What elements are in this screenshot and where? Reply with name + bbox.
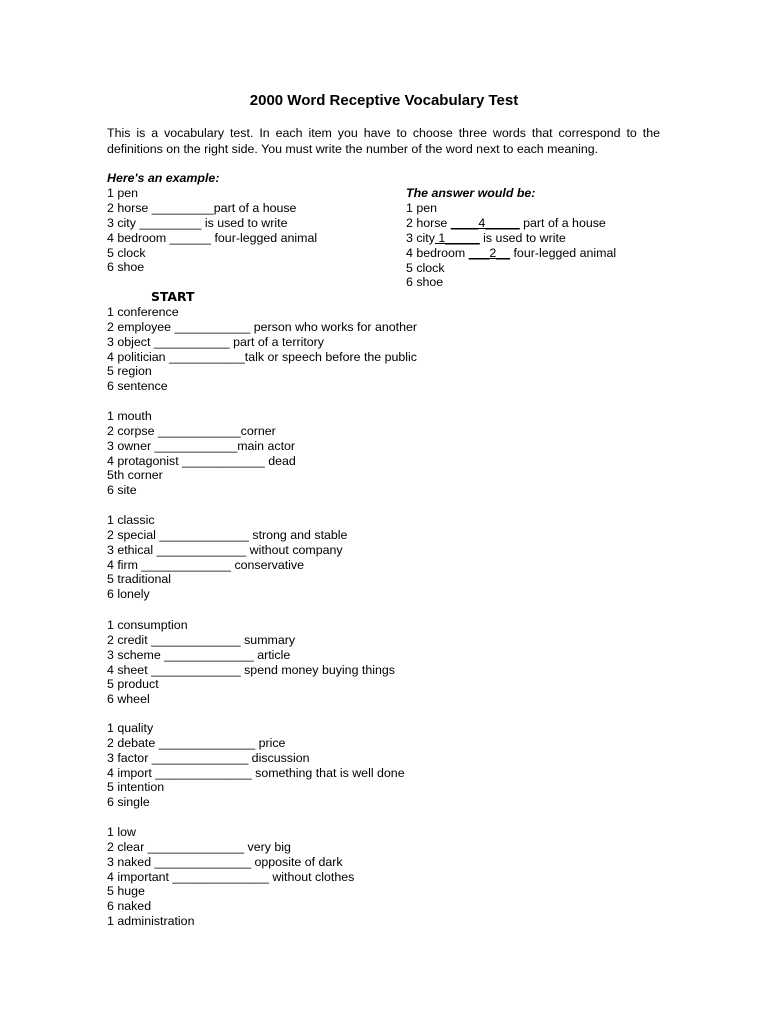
page-title: 2000 Word Receptive Vocabulary Test (249, 92, 519, 109)
question-block (107, 825, 354, 929)
question-line: 5 product (107, 677, 159, 692)
answer-text: 2 horse (406, 215, 451, 230)
question-line: 4 firm _____________ conservative (107, 557, 305, 572)
question-line: 3 scheme _____________ article (107, 647, 291, 662)
answer-blank: ____4_____ (450, 215, 520, 230)
question-line: 5 huge (107, 884, 145, 899)
intro-paragraph: This is a vocabulary test. In each item you have to choose three words that correspond to the definitions on the right side. You must write the number of the word next to each meaning. (107, 126, 660, 156)
question-line: 2 debate ______________ price (107, 735, 286, 750)
question-line: 2 employee ___________ person who works for another (107, 319, 417, 334)
answer-text: 3 city (406, 230, 435, 245)
example-section (107, 171, 317, 275)
answer-line (406, 231, 616, 246)
answer-line: 6 shoe (406, 275, 444, 290)
question-line: 3 ethical _____________ without company (107, 542, 343, 557)
answer-line: 1 pen (406, 200, 438, 215)
answer-text: is used to write (479, 230, 566, 245)
question-block (107, 618, 395, 707)
example-heading: Here's an example: (107, 171, 220, 185)
question-line: 6 lonely (107, 587, 150, 602)
example-line: 1 pen (107, 185, 139, 200)
answer-text: four-legged animal (510, 245, 617, 260)
question-line: 3 naked ______________ opposite of dark (107, 854, 343, 869)
question-line: 1 mouth (107, 409, 152, 423)
question-line: 1 quality (107, 721, 154, 735)
question-line: 5 intention (107, 780, 165, 795)
question-line: 3 factor ______________ discussion (107, 750, 310, 765)
question-block (107, 513, 347, 602)
question-line: 4 import ______________ something that is well done (107, 765, 405, 780)
answer-line (406, 216, 616, 231)
example-line: 2 horse _________part of a house (107, 200, 297, 215)
question-line: 5th corner (107, 468, 163, 483)
answer-text: part of a house (519, 215, 606, 230)
question-line: 2 corpse ____________corner (107, 423, 276, 438)
question-line: 2 clear ______________ very big (107, 839, 291, 854)
question-block (107, 721, 405, 810)
answer-text: 4 bedroom (406, 245, 469, 260)
question-line: 5 traditional (107, 572, 172, 587)
question-line: 6 site (107, 483, 137, 498)
question-line: 6 sentence (107, 379, 168, 394)
answer-blank: 1_____ (434, 230, 480, 245)
question-line: 1 low (107, 825, 136, 839)
question-line: 6 single (107, 795, 150, 810)
question-line: 2 credit _____________ summary (107, 632, 296, 647)
question-line: 1 consumption (107, 618, 188, 632)
answer-heading: The answer would be: (406, 186, 536, 200)
example-line: 3 city _________ is used to write (107, 215, 288, 230)
question-block (107, 305, 417, 394)
question-block (107, 409, 296, 498)
question-line: 5 region (107, 364, 152, 379)
question-line: 1 classic (107, 513, 155, 527)
question-line: 4 protagonist ____________ dead (107, 453, 296, 468)
start-label: START (151, 289, 195, 304)
question-line: 1 administration (107, 914, 195, 929)
question-line: 6 wheel (107, 692, 150, 707)
answer-line: 5 clock (406, 260, 445, 275)
question-line: 4 politician ___________talk or speech before the public (107, 349, 417, 364)
question-line: 6 naked (107, 899, 152, 914)
question-line: 1 conference (107, 305, 179, 319)
question-line: 4 sheet _____________ spend money buying things (107, 662, 395, 677)
question-line: 2 special _____________ strong and stable (107, 527, 348, 542)
example-line: 6 shoe (107, 260, 145, 275)
example-line: 4 bedroom ______ four-legged animal (107, 230, 318, 245)
example-line: 5 clock (107, 245, 146, 260)
question-line: 3 object ___________ part of a territory (107, 334, 324, 349)
answer-section (406, 186, 616, 290)
question-line: 4 important ______________ without clothes (107, 869, 355, 884)
answer-blank: ___2__ (468, 245, 511, 260)
answer-line (406, 246, 616, 261)
question-line: 3 owner ____________main actor (107, 438, 296, 453)
